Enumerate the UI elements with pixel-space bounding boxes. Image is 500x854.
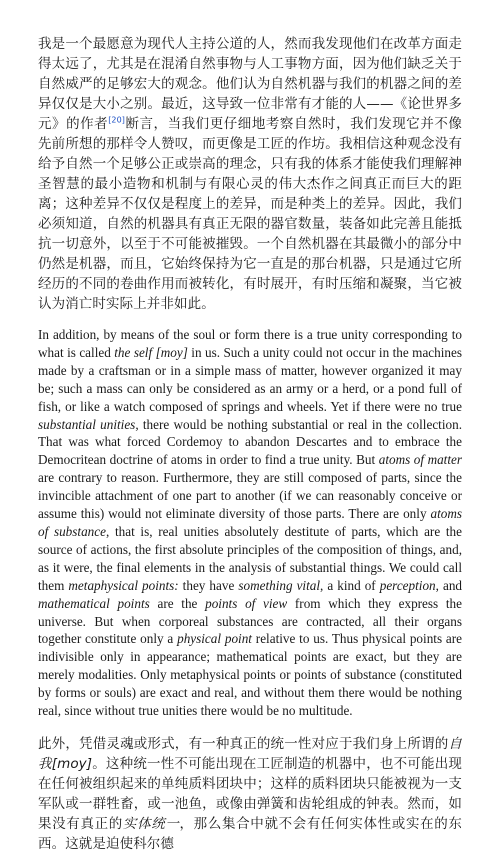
english-italic-metaphysical-points: metaphysical points:: [68, 577, 179, 593]
chinese-paragraph-2-text-3: ，那么集合中就不会有任何实体性或实在的东西。这就是迫使科尔德: [38, 815, 463, 852]
english-text-5: , that is, real unities absolutely destitute of parts, which are the source of actions, the first absolute principles of the composition of things, and, as it were, the final elements in the analysis of substantial things. We could call them: [38, 523, 462, 593]
chinese-paragraph-2: [38, 734, 462, 854]
footnote-reference-link[interactable]: [20]: [108, 115, 126, 125]
chinese-italic-self: 自我[moy]: [38, 735, 462, 772]
chinese-paragraph-1-text-b: 断言，当我们更仔细地考察自然时，我们发现它并不像先前所想的那样令人赞叹，而更像是工匠的作坊。我相信这种观念没有给予自然一个足够公正或崇高的理念，只有我的体系才能使我们理解神圣智慧的最小造物和机制与有限心灵的伟大杰作之间真正而巨大的距离；这种差异不仅仅是程度上的差异，而是种类上的差异。因此，我们必须知道，自然的机器具有真正无限的器官数量，装备如此完善且能抵抗一切意外，以至于不可能被摧毁。一个自然机器在其最微小的部分中仍然是机器，而且，它始终保持为它一直是的那台机器，只是通过它所经历的不同的卷曲作用而被转化，有时展开，有时压缩和凝聚，当它被认为消亡时实际上并非如此。: [38, 116, 462, 312]
english-text-9: are the: [149, 595, 206, 611]
english-text-2: in us. Such a unity could not occur in the machines made by a craftsman or in a simple mass of matter, however organized it may be; such a mass can only be considered as an army or a herd, or a pond full of fish, or like a watch composed of springs and wheels. Yet if there were no true: [38, 344, 462, 414]
english-italic-something-vital: something vital: [238, 577, 321, 593]
english-text-4: are contrary to reason. Furthermore, they are still composed of parts, since the invincible attachment of one part to another (if we can reasonably conceive or assume this) would not eliminate diversity of those parts. There are only: [38, 470, 462, 522]
english-italic-the-self: the self [moy]: [114, 344, 188, 360]
chinese-paragraph-1: [38, 34, 462, 314]
english-italic-atoms-of-substance: atoms of substance: [38, 506, 462, 539]
english-italic-atoms-of-matter: atoms of matter: [378, 452, 462, 468]
chinese-paragraph-2-text-2: 。这种统一性不可能出现在工匠制造的机器中，也不可能出现在任何被组织起来的单纯质料团块中；这样的质料团块只能被视为一支军队或一群牲畜，或一池鱼，或像由弹簧和齿轮组成的钟表。然而，如果没有真正的: [38, 755, 462, 832]
english-text-3: , there would be nothing substantial or real in the collection. That was what forced Cordemoy to abandon Descartes and to embrace the Democritean doctrine of atoms in order to find a true unity. But: [38, 416, 462, 468]
english-text-10: from which they express the universe. But when corporeal substances are contracted, all their organs together constitute only a: [38, 595, 462, 647]
english-italic-points-of-view: points of view: [205, 595, 288, 611]
english-paragraph: [38, 326, 462, 720]
chinese-paragraph-1-text-a: 我是一个最愿意为现代人主持公道的人，然而我发现他们在改革方面走得太远了，尤其是在混淆自然事物与人工事物方面，因为他们缺乏关于自然威严的足够宏大的观念。他们认为自然机器与我们的机器之间的差异仅仅是大小之别。最近，这导致一位非常有才能的人——《论世界多元》的作者: [38, 36, 462, 132]
chinese-italic-substantial-unity: 实体统一: [122, 815, 180, 832]
english-italic-substantial-unities: substantial unities: [38, 416, 136, 432]
english-text-1: In addition, by means of the soul or form there is a true unity corresponding to what is called: [38, 327, 462, 360]
english-text-6: they have: [178, 577, 239, 593]
english-italic-perception: perception: [379, 577, 436, 593]
english-text-8: , and: [435, 577, 463, 593]
english-italic-mathematical-points: mathematical points: [38, 595, 150, 611]
english-text-11: relative to us. Thus physical points are indivisible only in appearance; mathematical points are exact, but they are merely modalities. Only metaphysical points or points of substance (constituted by forms or souls) are exact and real, and without them there would be nothing real, since without true unities there would be no multitude.: [38, 631, 463, 719]
english-italic-physical-point: physical point: [177, 631, 252, 647]
chinese-paragraph-2-text-1: 此外，凭借灵魂或形式，有一种真正的统一性对应于我们身上所谓的: [38, 735, 449, 752]
english-text-7: , a kind of: [320, 577, 380, 593]
